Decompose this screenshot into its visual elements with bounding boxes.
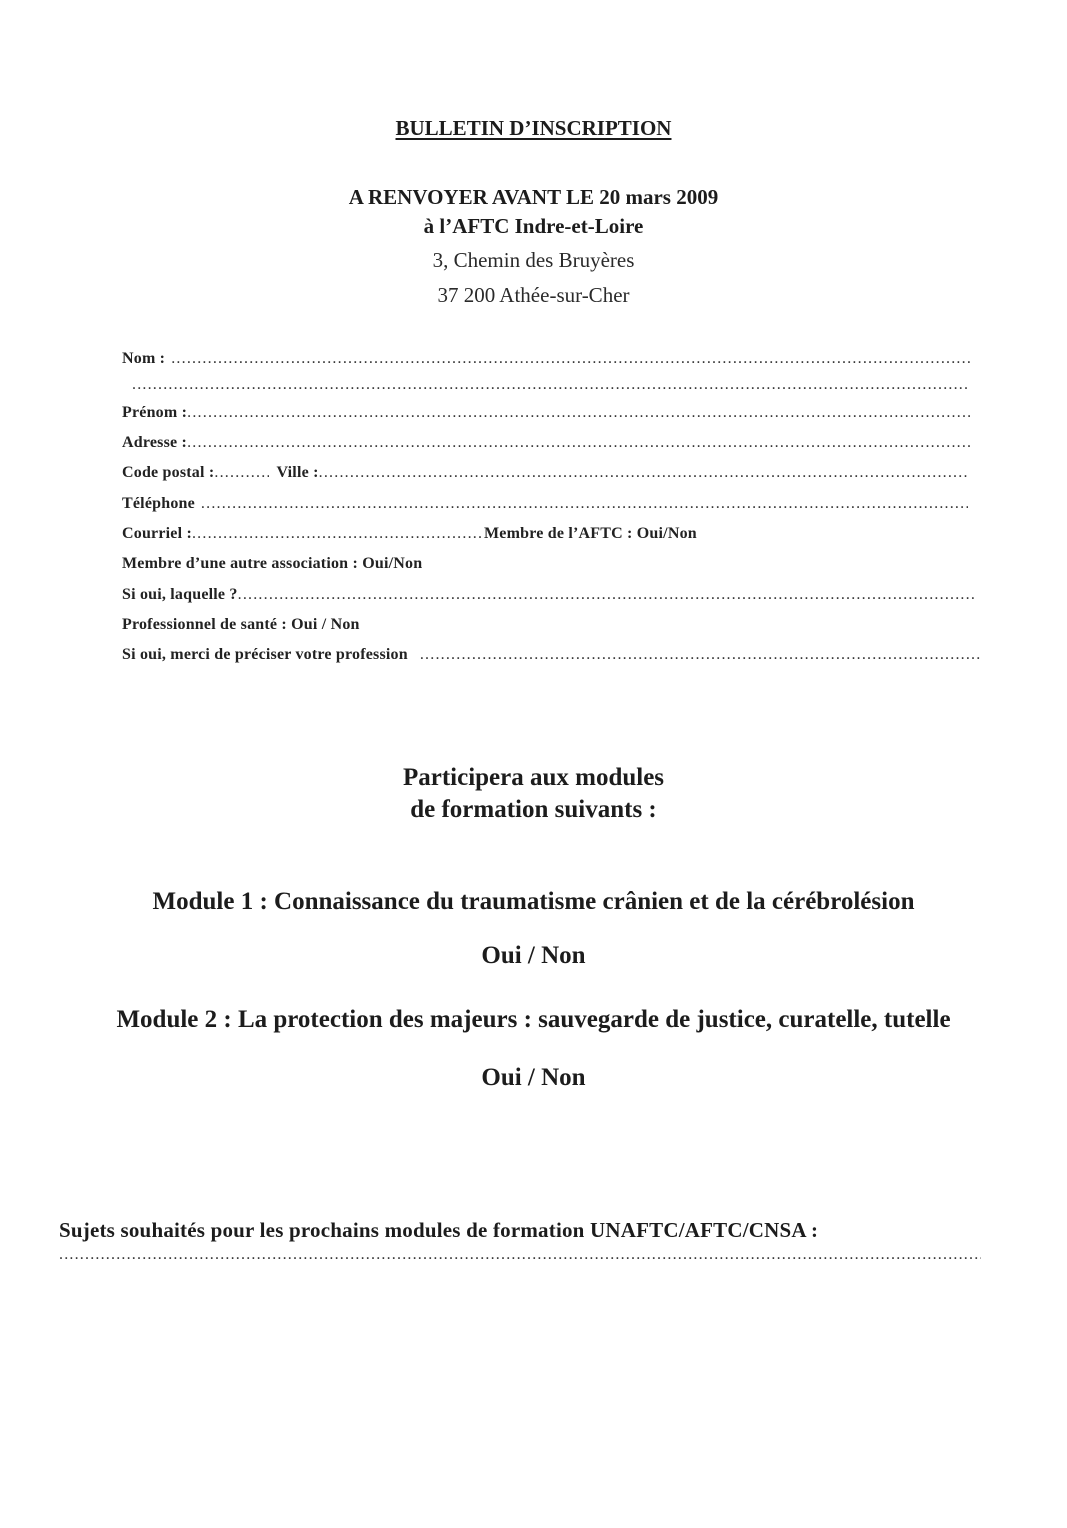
form-title: BULLETIN D’INSCRIPTION [395, 116, 672, 140]
telephone-fill-line[interactable] [201, 495, 968, 513]
courriel-label: Courriel : [122, 525, 192, 542]
field-nom [122, 350, 970, 372]
nom-fill-line-2[interactable] [132, 376, 970, 394]
module-2-choice[interactable]: Oui / Non [481, 1064, 586, 1091]
field-profession [122, 646, 982, 668]
module-1-title: Module 1 : Connaissance du traumatisme crânien et de la cérébrolésion [152, 888, 915, 915]
participation-line-2: de formation suivants : [410, 796, 657, 823]
deadline-line: A RENVOYER AVANT LE 20 mars 2009 [348, 185, 719, 209]
courriel-fill-line[interactable] [192, 525, 484, 543]
telephone-label: Téléphone [122, 495, 195, 512]
address-city: 37 200 Athée-sur-Cher [437, 283, 630, 307]
module-2-title: Module 2 : La protection des majeurs : sauvegarde de justice, curatelle, tutelle [116, 1006, 951, 1033]
code-postal-label: Code postal : [122, 464, 215, 481]
field-autre-association [122, 555, 422, 577]
autre-association-label: Membre d’une autre association : Oui/Non [122, 555, 423, 572]
profession-fill-line[interactable] [420, 646, 982, 664]
module-1-choice[interactable]: Oui / Non [481, 942, 586, 969]
topics-fill-line[interactable] [59, 1246, 981, 1270]
field-nom-continued [132, 376, 970, 398]
prenom-fill-line[interactable] [187, 404, 970, 422]
field-prenom [122, 404, 970, 426]
profession-label: Si oui, merci de préciser votre profession [122, 646, 408, 663]
field-adresse [122, 434, 970, 456]
field-laquelle [122, 586, 974, 608]
professionnel-label: Professionnel de santé : Oui / Non [122, 616, 360, 633]
field-code-postal-ville [122, 464, 968, 486]
nom-label: Nom : [122, 350, 166, 367]
membre-aftc-label: Membre de l’AFTC : Oui/Non [483, 525, 697, 542]
field-telephone [122, 495, 968, 517]
field-courriel [122, 525, 697, 547]
prenom-label: Prénom : [122, 404, 188, 421]
ville-fill-line[interactable] [319, 464, 968, 482]
laquelle-fill-line[interactable] [238, 586, 974, 604]
adresse-fill-line[interactable] [187, 434, 970, 452]
recipient-organization: à l’AFTC Indre-et-Loire [423, 214, 644, 238]
field-professionnel [122, 616, 360, 638]
adresse-label: Adresse : [122, 434, 188, 451]
laquelle-label: Si oui, laquelle ? [122, 586, 238, 603]
code-postal-fill-line[interactable] [214, 464, 268, 482]
address-street: 3, Chemin des Bruyères [432, 248, 635, 272]
participation-heading [0, 762, 1067, 826]
topics-label: Sujets souhaités pour les prochains modules de formation UNAFTC/AFTC/CNSA : [59, 1218, 819, 1242]
ville-label: Ville : [276, 464, 319, 481]
participation-line-1: Participera aux modules [402, 764, 665, 791]
nom-fill-line[interactable] [171, 350, 970, 368]
